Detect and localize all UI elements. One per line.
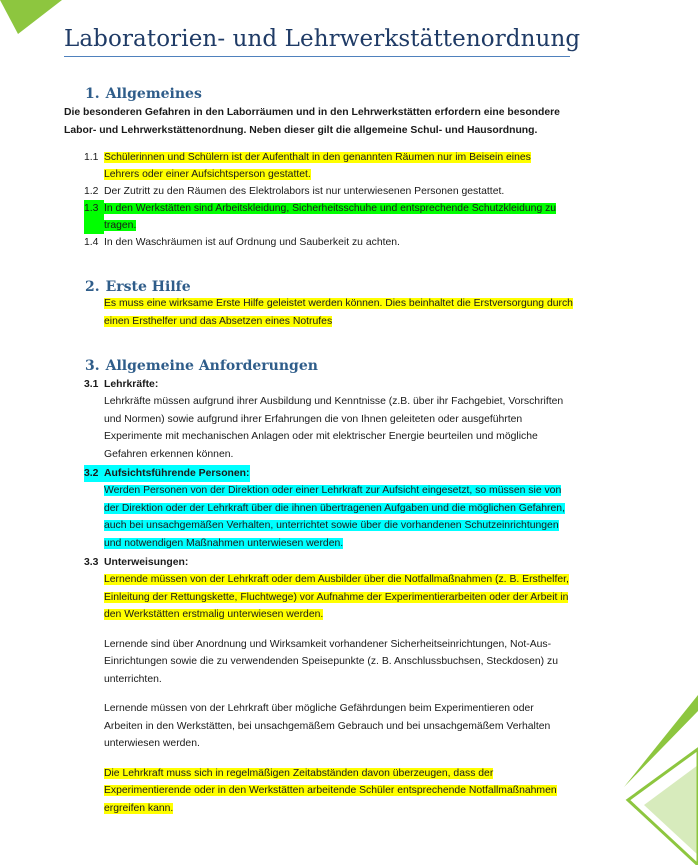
section-heading-allgemeines — [64, 86, 574, 102]
subsection-paragraph — [104, 571, 574, 624]
section-number: 2. — [85, 279, 100, 295]
paragraph-text: Es muss eine wirksame Erste Hilfe geleistet werden können. Dies beinhaltet die Erstversorgung durch einen Ersthelfer und das Absetzen eines Notrufes — [104, 298, 573, 327]
item-number: 1.2 — [84, 186, 99, 197]
subsection-paragraph: Lernende sind über Anordnung und Wirksamkeit vorhandener Sicherheitseinrichtungen, Not-Aus-Einrichtungen sowie die zu verwendenden Speisepunkte (z. B. Anschlussbuchsen, Steckdosen) zu unterrichten. — [104, 638, 558, 685]
subsection-heading — [64, 465, 574, 482]
subsection-label: Unterweisungen: — [104, 557, 189, 568]
item-number: 1.3 — [84, 200, 104, 234]
list-item — [64, 149, 574, 183]
section-heading-erste-hilfe — [64, 279, 574, 295]
subsection-number: 3.2 — [84, 465, 104, 482]
rules-list — [64, 149, 574, 251]
section-heading-allgemeine-anforderungen — [64, 358, 574, 374]
subsection-paragraph: Lehrkräfte müssen aufgrund ihrer Ausbildung und Kenntnisse (z.B. über ihr Fachgebiet, Vorschriften und Normen) sowie aufgrund ihrer Erfahrungen die von Ihnen geleiteten oder ausgeführten Experimente mit mechanischen Anlagen oder mit elektrischer Energie beurteilen und mögliche Gefahren erkennen können. — [104, 396, 564, 460]
corner-decoration-bottom-right — [618, 665, 698, 865]
item-number: 1.4 — [84, 237, 99, 248]
list-item — [64, 234, 574, 251]
subsection-heading — [64, 376, 574, 393]
paragraph-text: Die Lehrkraft muss sich in regelmäßigen Zeitabständen davon überzeugen, dass der Experimentierende oder in den Werkstätten arbeitende Schüler entsprechende Notfallmaßnahmen ergreifen kann. — [104, 767, 557, 814]
section-title: Erste Hilfe — [105, 279, 191, 295]
section-title: Allgemeine Anforderungen — [105, 358, 318, 374]
section-paragraph — [104, 295, 574, 330]
document-title: Laboratorien- und Lehrwerkstättenordnung — [64, 26, 570, 57]
item-text: In den Waschräumen ist auf Ordnung und Sauberkeit zu achten. — [104, 237, 400, 248]
subsection-heading — [64, 554, 574, 571]
paragraph-text: Lernende müssen von der Lehrkraft oder dem Ausbilder über die Notfallmaßnahmen (z. B. Ersthelfer, Einleitung der Rettungskette, Fluchtwege) vor Aufnahme der Experimentierarbeiten oder der Arbeit in den Werkstätten erstmalig unterwiesen werden. — [104, 574, 569, 620]
document-body — [64, 86, 574, 817]
paragraph-text: Werden Personen von der Direktion oder einer Lehrkraft zur Aufsicht eingesetzt, so müssen sie von der Direktion oder der Lehrkraft über die ihnen übertragenen Aufgaben und die möglichen Gefahren, auch bei unsachgemäßen Verhalten, unterrichtet sowie über die vorhandenen Schutzeinrichtungen und notwendigen Maßnahmen unterwiesen werden. — [104, 485, 565, 549]
subsection-paragraph — [104, 482, 574, 552]
subsection-number: 3.3 — [84, 557, 99, 568]
section-number: 3. — [85, 358, 100, 374]
subsection-label: Aufsichtsführende Personen: — [104, 465, 250, 482]
item-text: Schülerinnen und Schülern ist der Aufenthalt in den genannten Räumen nur im Beisein eines Lehrers oder einer Aufsichtsperson gestattet. — [104, 152, 531, 180]
section-intro: Die besonderen Gefahren in den Laborräumen und in den Lehrwerkstätten erfordern eine besondere Labor- und Lehrwerkstättenordnung. Neben dieser gilt die allgemeine Schul- und Hausordnung. — [64, 107, 560, 136]
section-title: Allgemeines — [105, 86, 202, 102]
corner-decoration-top-left — [0, 0, 62, 36]
subsection-paragraph — [104, 765, 574, 818]
item-text: In den Werkstätten sind Arbeitskleidung, Sicherheitsschuhe und entsprechende Schutzkleidung zu tragen. — [104, 203, 557, 231]
item-number: 1.1 — [84, 152, 99, 163]
subsection-label: Lehrkräfte: — [104, 379, 159, 390]
section-number: 1. — [85, 86, 100, 102]
subsection-paragraph: Lernende müssen von der Lehrkraft über mögliche Gefährdungen beim Experimentieren oder Arbeiten in den Werkstätten, bei unsachgemäßem Gebrauch und bei unsachgemäßem Verhalten unterwiesen werden. — [104, 703, 551, 749]
item-text: Der Zutritt zu den Räumen des Elektrolabors ist nur unterwiesenen Personen gestattet. — [104, 186, 505, 197]
subsection-number: 3.1 — [84, 379, 99, 390]
list-item — [64, 200, 574, 234]
list-item — [64, 183, 574, 200]
